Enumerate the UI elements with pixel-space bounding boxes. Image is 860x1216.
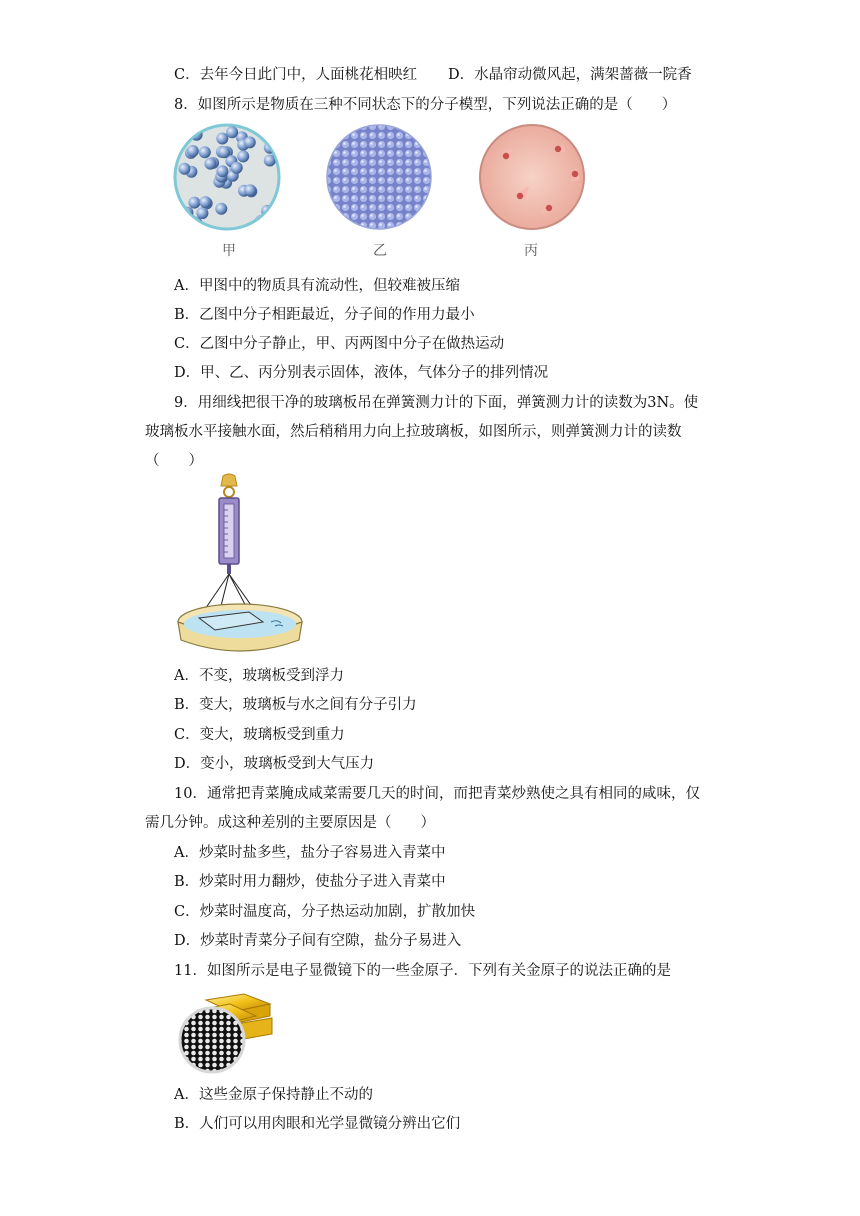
q11-stem: 11．如图所示是电子显微镜下的一些金原子．下列有关金原子的说法正确的是 <box>174 963 671 979</box>
spring-scale-glass-plate-figure <box>175 472 305 656</box>
gold-atoms-microscope-figure <box>176 990 276 1074</box>
q10-stem-line2: 需几分钟。成这种差别的主要原因是（ ） <box>145 815 435 831</box>
figure-label-bing: 丙 <box>524 243 538 259</box>
q8-option-a: A．甲图中的物质具有流动性，但较难被压缩 <box>174 278 460 294</box>
q8-stem: 8．如图所示是物质在三种不同状态下的分子模型，下列说法正确的是（ ） <box>174 97 677 113</box>
q7-option-c: C．去年今日此门中，人面桃花相映红 <box>174 67 418 83</box>
q10-option-a: A．炒菜时盐多些，盐分子容易进入青菜中 <box>174 845 446 861</box>
liquid-model-circle <box>175 125 279 229</box>
q9-stem-line3: （ ） <box>145 453 203 469</box>
q11-option-b: B．人们可以用肉眼和光学显微镜分辨出它们 <box>174 1116 461 1132</box>
q10-option-c: C．炒菜时温度高，分子热运动加剧，扩散加快 <box>174 904 476 920</box>
q8-option-c: C．乙图中分子静止，甲、丙两图中分子在做热运动 <box>174 336 505 352</box>
q9-option-a: A．不变，玻璃板受到浮力 <box>174 668 344 684</box>
q8-option-b: B．乙图中分子相距最近，分子间的作用力最小 <box>174 307 475 323</box>
gas-model-circle <box>480 125 584 229</box>
q9-option-b: B．变大，玻璃板与水之间有分子引力 <box>174 697 417 713</box>
solid-model-circle <box>327 125 431 229</box>
figure-label-yi: 乙 <box>373 243 387 259</box>
q10-stem-line1: 10．通常把青菜腌成咸菜需要几天的时间，而把青菜炒熟使之具有相同的咸味，仅 <box>174 786 700 802</box>
q8-option-d: D．甲、乙、丙分别表示固体，液体，气体分子的排列情况 <box>174 365 549 381</box>
q9-option-c: C．变大，玻璃板受到重力 <box>174 727 345 743</box>
q10-option-d: D．炒菜时青菜分子间有空隙，盐分子易进入 <box>174 933 462 949</box>
q7-option-d: D．水晶帘动微风起，满架蔷薇一院香 <box>448 67 692 83</box>
q10-option-b: B．炒菜时用力翻炒，使盐分子进入青菜中 <box>174 874 446 890</box>
q11-option-a: A．这些金原子保持静止不动的 <box>174 1087 373 1103</box>
figure-label-jia: 甲 <box>222 243 236 259</box>
q9-option-d: D．变小，玻璃板受到大气压力 <box>174 756 375 772</box>
q9-stem-line1: 9．用细线把很干净的玻璃板吊在弹簧测力计的下面，弹簧测力计的读数为3N。使 <box>174 395 699 411</box>
q9-stem-line2: 玻璃板水平接触水面，然后稍稍用力向上拉玻璃板，如图所示，则弹簧测力计的读数 <box>145 424 682 440</box>
